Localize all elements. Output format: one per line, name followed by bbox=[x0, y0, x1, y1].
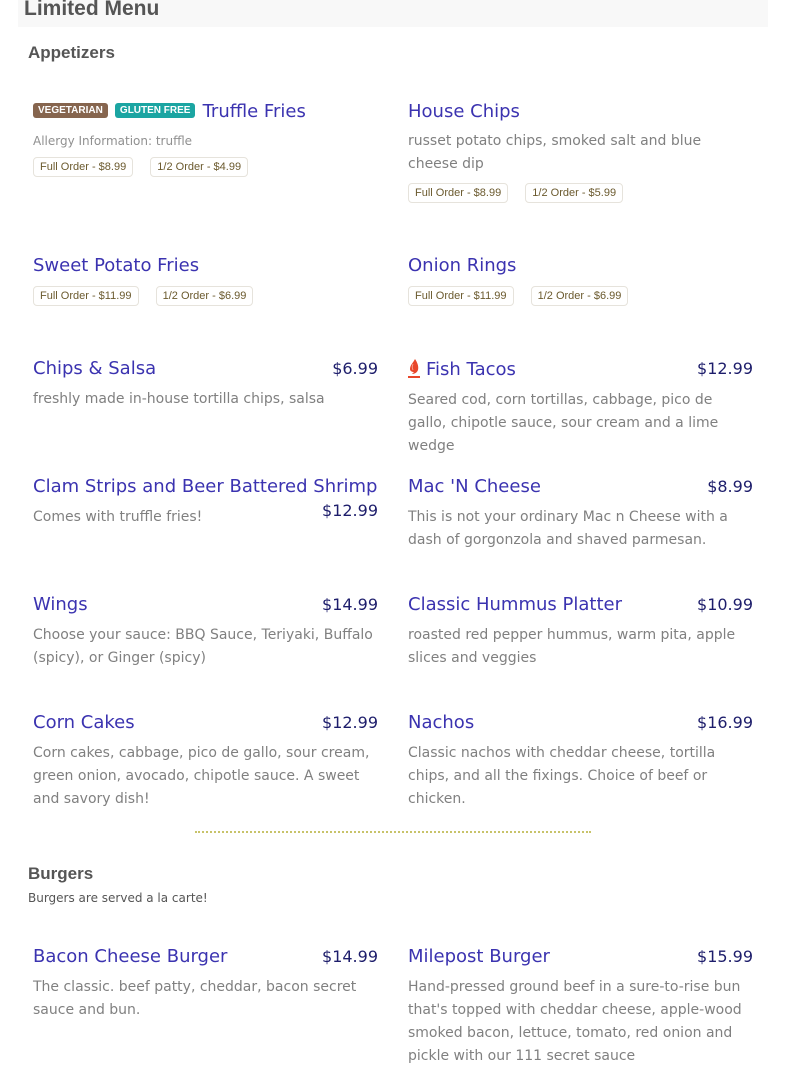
item-price: $12.99 bbox=[322, 713, 378, 732]
menu-item-nachos[interactable] bbox=[408, 711, 753, 811]
item-description: Comes with truffle fries! bbox=[33, 509, 203, 525]
menu-item-mac-n-cheese[interactable] bbox=[408, 475, 753, 552]
menu-header bbox=[18, 0, 768, 27]
menu-item-house-chips[interactable] bbox=[408, 100, 753, 203]
gluten-free-badge: GLUTEN FREE bbox=[115, 103, 196, 118]
item-name[interactable]: House Chips bbox=[408, 101, 520, 122]
item-name-wrap[interactable] bbox=[408, 357, 516, 382]
item-price: $14.99 bbox=[322, 947, 378, 966]
item-description: freshly made in-house tortilla chips, salsa bbox=[33, 391, 325, 407]
item-price: $10.99 bbox=[697, 595, 753, 614]
menu-item-clam-strips[interactable] bbox=[33, 475, 378, 529]
item-name[interactable]: Classic Hummus Platter bbox=[408, 594, 622, 615]
item-price: $14.99 bbox=[322, 595, 378, 614]
section-title-appetizers: Appetizers bbox=[28, 43, 115, 62]
allergy-info: Allergy Information: truffle bbox=[33, 134, 193, 148]
item-description: Classic nachos with cheddar cheese, tortilla chips, and all the fixings. Choice of beef or chicken. bbox=[408, 745, 716, 807]
menu-item-chips-salsa[interactable] bbox=[33, 357, 378, 411]
spicy-pepper-icon bbox=[408, 357, 420, 379]
item-description: Seared cod, corn tortillas, cabbage, pico de gallo, chipotle sauce, sour cream and a lime wedge bbox=[408, 392, 719, 454]
size-options bbox=[33, 284, 378, 306]
item-name[interactable]: Clam Strips and Beer Battered Shrimp bbox=[33, 476, 378, 497]
item-price: $12.99 bbox=[697, 359, 753, 378]
item-description: russet potato chips, smoked salt and blue cheese dip bbox=[408, 133, 702, 172]
vegetarian-badge: VEGETARIAN bbox=[33, 103, 108, 118]
section-divider bbox=[195, 831, 591, 833]
item-name[interactable]: Sweet Potato Fries bbox=[33, 255, 200, 276]
size-option-full[interactable]: Full Order - $8.99 bbox=[33, 157, 133, 177]
item-name[interactable]: Chips & Salsa bbox=[33, 358, 157, 379]
menu-item-hummus-platter[interactable] bbox=[408, 593, 753, 670]
size-option-half[interactable]: 1/2 Order - $6.99 bbox=[156, 286, 254, 306]
item-description: Hand-pressed ground beef in a sure-to-rise bun that's topped with cheddar cheese, apple-wood smoked bacon, lettuce, tomato, red onion and pickle with our 111 secret sauce bbox=[408, 979, 742, 1064]
menu-item-truffle-fries[interactable] bbox=[33, 100, 378, 177]
size-options bbox=[408, 181, 753, 203]
section-note: Burgers are served a la carte! bbox=[28, 891, 208, 905]
menu-item-corn-cakes[interactable] bbox=[33, 711, 378, 811]
item-description: The classic. beef patty, cheddar, bacon secret sauce and bun. bbox=[33, 979, 357, 1018]
item-name[interactable]: Nachos bbox=[408, 712, 475, 733]
item-name[interactable]: Bacon Cheese Burger bbox=[33, 946, 228, 967]
menu-item-fish-tacos[interactable] bbox=[408, 357, 753, 458]
item-name[interactable]: Fish Tacos bbox=[426, 359, 516, 380]
menu-item-wings[interactable] bbox=[33, 593, 378, 670]
item-name[interactable]: Truffle Fries bbox=[202, 101, 306, 122]
menu-item-bacon-cheese-burger[interactable] bbox=[33, 945, 378, 1022]
item-name[interactable]: Corn Cakes bbox=[33, 712, 135, 733]
item-name[interactable]: Mac 'N Cheese bbox=[408, 476, 541, 497]
section-title-burgers: Burgers bbox=[28, 864, 94, 883]
menu-item-onion-rings[interactable] bbox=[408, 254, 753, 306]
item-price: $16.99 bbox=[697, 713, 753, 732]
item-name[interactable]: Milepost Burger bbox=[408, 946, 550, 967]
item-price: $8.99 bbox=[707, 477, 753, 496]
menu-title: Limited Menu bbox=[24, 0, 160, 20]
size-option-full[interactable]: Full Order - $11.99 bbox=[408, 286, 514, 306]
size-option-full[interactable]: Full Order - $8.99 bbox=[408, 183, 508, 203]
item-description: Choose your sauce: BBQ Sauce, Teriyaki, Buffalo (spicy), or Ginger (spicy) bbox=[33, 627, 373, 666]
item-name[interactable]: Onion Rings bbox=[408, 255, 517, 276]
item-price: $6.99 bbox=[332, 359, 378, 378]
size-options bbox=[408, 284, 753, 306]
item-description: This is not your ordinary Mac n Cheese with a dash of gorgonzola and shaved parmesan. bbox=[408, 509, 728, 548]
item-price: $12.99 bbox=[322, 501, 378, 520]
size-option-half[interactable]: 1/2 Order - $4.99 bbox=[150, 157, 248, 177]
item-description: roasted red pepper hummus, warm pita, apple slices and veggies bbox=[408, 627, 736, 666]
item-price: $15.99 bbox=[697, 947, 753, 966]
item-description: Corn cakes, cabbage, pico de gallo, sour cream, green onion, avocado, chipotle sauce. A sweet and savory dish! bbox=[33, 745, 370, 807]
menu-item-sweet-potato-fries[interactable] bbox=[33, 254, 378, 306]
size-options bbox=[33, 155, 378, 177]
menu-item-milepost-burger[interactable] bbox=[408, 945, 753, 1068]
size-option-half[interactable]: 1/2 Order - $6.99 bbox=[531, 286, 629, 306]
size-option-half[interactable]: 1/2 Order - $5.99 bbox=[525, 183, 623, 203]
size-option-full[interactable]: Full Order - $11.99 bbox=[33, 286, 139, 306]
item-name[interactable]: Wings bbox=[33, 594, 88, 615]
